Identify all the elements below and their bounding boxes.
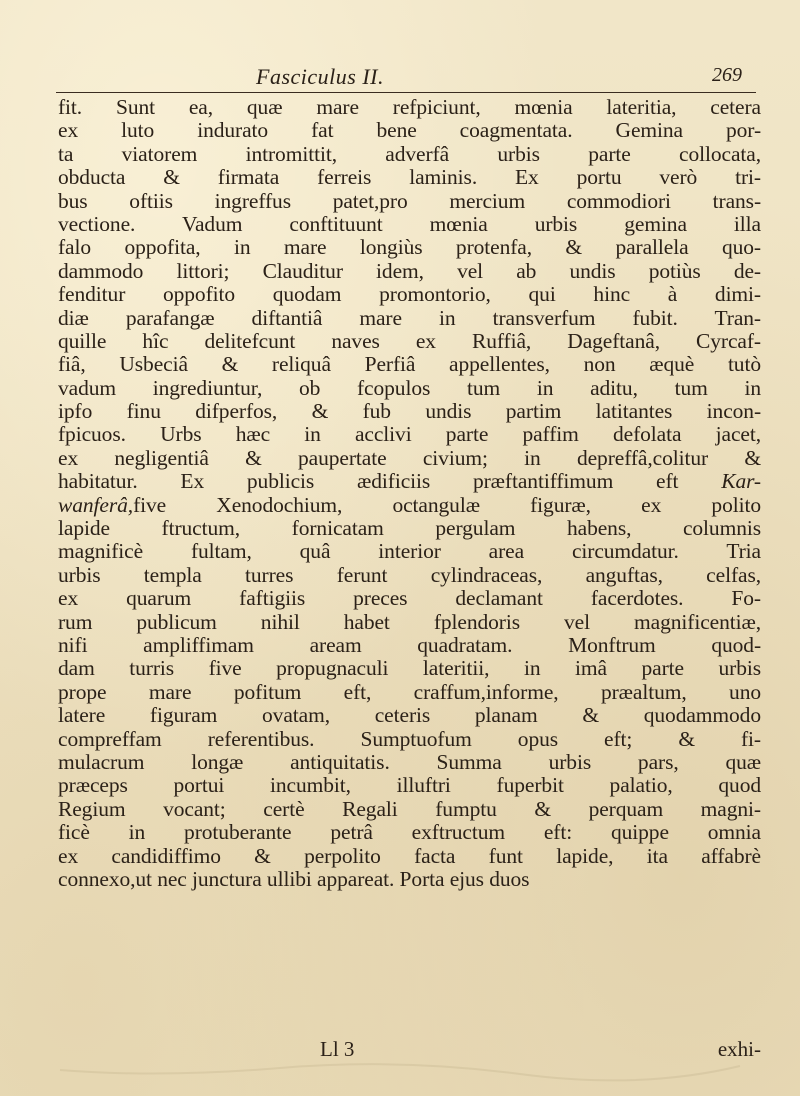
page-footer bbox=[58, 1037, 761, 1063]
line-text: præceps portui incumbit, illuftri fuperbit palatio, quod bbox=[58, 773, 761, 798]
text-line bbox=[58, 119, 761, 142]
line-text: lapide ftructum, fornicatam pergulam habens, columnis bbox=[58, 516, 761, 541]
text-line bbox=[58, 423, 761, 446]
line-text: quille hîc delitefcunt naves ex Ruffiâ, Dageftanâ, Cyrcaf- bbox=[58, 328, 761, 353]
line-text: fit. Sunt ea, quæ mare refpiciunt, mœnia lateritia, cetera bbox=[58, 95, 761, 119]
text-line bbox=[58, 611, 761, 634]
line-text: compreffam referentibus. Sumptuofum opus eft; & fi- bbox=[58, 726, 761, 751]
line-text: urbis templa turres ferunt cylindraceas, anguftas, celfas, bbox=[58, 562, 761, 587]
text-line bbox=[58, 657, 761, 680]
text-line bbox=[58, 143, 761, 166]
line-text: prope mare pofitum eft, craffum,informe, præaltum, uno bbox=[58, 679, 761, 704]
line-text: vadum ingrediuntur, ob fcopulos tum in aditu, tum in bbox=[58, 375, 761, 400]
line-text: ex candidiffimo & perpolito facta funt lapide, ita affabrè bbox=[58, 843, 761, 868]
text-line bbox=[58, 260, 761, 283]
text-line bbox=[58, 166, 761, 189]
line-text: mulacrum longæ antiquitatis. Summa urbis pars, quæ bbox=[58, 749, 761, 774]
line-text: rum publicum nihil habet fplendoris vel magnificentiæ, bbox=[58, 609, 761, 634]
text-line bbox=[58, 845, 761, 868]
line-text: fenditur oppofito quodam promontorio, qui hinc à dimi- bbox=[58, 282, 761, 307]
text-line bbox=[58, 587, 761, 610]
running-title: Fasciculus II. bbox=[256, 64, 384, 89]
body-text bbox=[58, 96, 761, 891]
text-line bbox=[58, 704, 761, 727]
text-line bbox=[58, 447, 761, 470]
line-text: ficè in protuberante petrâ exftructum eft: quippe omnia bbox=[58, 820, 761, 845]
header-rule bbox=[56, 92, 756, 93]
page-number: 269 bbox=[712, 64, 742, 86]
text-line bbox=[58, 377, 761, 400]
line-text: fpicuos. Urbs hæc in acclivi parte paffim defolata jacet, bbox=[58, 422, 761, 447]
line-text: diæ parafangæ diftantiâ mare in transverfum fubit. Tran- bbox=[58, 305, 761, 330]
line-text: latere figuram ovatam, ceteris planam & quodammodo bbox=[58, 703, 761, 728]
line-text: dammodo littori; Clauditur idem, vel ab undis potiùs de- bbox=[58, 258, 761, 283]
text-line bbox=[58, 307, 761, 330]
line-text: vectione. Vadum conftituunt mœnia urbis gemina illa bbox=[58, 211, 761, 236]
text-line bbox=[58, 540, 761, 563]
text-line bbox=[58, 634, 761, 657]
line-text: ta viatorem intromittit, adverfâ urbis parte collocata, bbox=[58, 141, 761, 166]
text-line bbox=[58, 470, 761, 493]
paper-stain-decoration bbox=[40, 1060, 760, 1090]
line-text: ex quarum faftigiis preces declamant facerdotes. Fo- bbox=[58, 586, 761, 611]
text-line bbox=[58, 517, 761, 540]
line-text: falo oppofita, in mare longiùs protenfa, & parallela quo- bbox=[58, 235, 761, 260]
catchword: exhi- bbox=[717, 1037, 761, 1061]
line-text: bus oftiis ingreffus patet,pro mercium commodiori trans- bbox=[58, 188, 761, 213]
line-text: connexo,ut nec junctura ullibi appareat. Porta ejus duos bbox=[58, 866, 530, 891]
text-line bbox=[58, 236, 761, 259]
text-line bbox=[58, 821, 761, 844]
text-line bbox=[58, 96, 761, 119]
line-text: ipfo finu difperfos, & fub undis partim latitantes incon- bbox=[58, 399, 761, 424]
line-text: magnificè fultam, quâ interior area circumdatur. Tria bbox=[58, 539, 761, 564]
text-line bbox=[58, 283, 761, 306]
running-head bbox=[56, 58, 760, 92]
text-line bbox=[58, 494, 761, 517]
line-text: fiâ, Usbeciâ & reliquâ Perfiâ appellentes, non æquè tutò bbox=[58, 352, 761, 377]
line-text: obducta & firmata ferreis laminis. Ex portu verò tri- bbox=[58, 165, 761, 190]
italic-term: wanferâ, bbox=[58, 492, 134, 517]
text-line bbox=[58, 774, 761, 797]
text-line bbox=[58, 564, 761, 587]
text-line bbox=[58, 681, 761, 704]
line-text: five Xenodochium, octangulæ figuræ, ex polito bbox=[133, 492, 761, 517]
line-text: habitatur. Ex publicis ædificiis præftantiffimum eft bbox=[58, 469, 722, 494]
line-text: nifi ampliffimam aream quadratam. Monftrum quod- bbox=[58, 632, 761, 657]
text-line bbox=[58, 330, 761, 353]
text-line bbox=[58, 728, 761, 751]
text-line bbox=[58, 798, 761, 821]
line-text: ex negligentiâ & paupertate civium; in depreffâ,colitur & bbox=[58, 445, 761, 470]
signature-mark: Ll 3 bbox=[320, 1037, 355, 1061]
text-line bbox=[58, 353, 761, 376]
line-text: ex luto indurato fat bene coagmentata. Gemina por- bbox=[58, 118, 761, 143]
text-line bbox=[58, 190, 761, 213]
text-line bbox=[58, 868, 761, 891]
text-line bbox=[58, 213, 761, 236]
italic-term: Kar- bbox=[721, 469, 761, 494]
line-text: dam turris five propugnaculi lateritii, in imâ parte urbis bbox=[58, 656, 761, 681]
text-line bbox=[58, 400, 761, 423]
line-text: Regium vocant; certè Regali fumptu & perquam magni- bbox=[58, 796, 761, 821]
text-line bbox=[58, 751, 761, 774]
